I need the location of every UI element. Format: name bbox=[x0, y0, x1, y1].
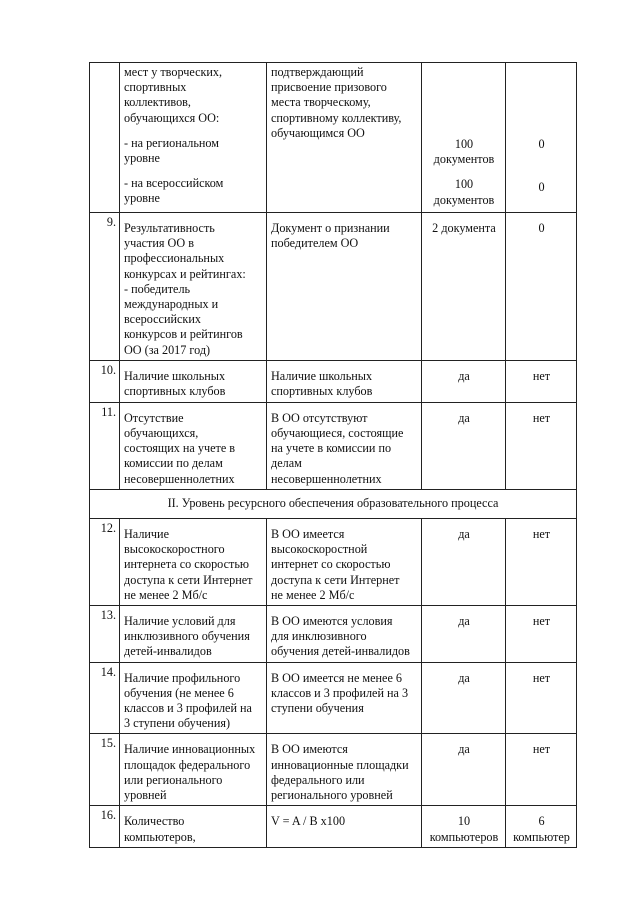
table-row bbox=[90, 63, 577, 213]
document-cell: V = A / B x100 bbox=[267, 806, 422, 847]
zero-cell: 6 компьютер bbox=[506, 806, 577, 847]
document-cell: В ОО имеется высокоскоростной интернет со скоростью доступа к сети Интернет не менее 2 Мб/с bbox=[267, 519, 422, 606]
table-row bbox=[90, 734, 577, 806]
row-number: 15. bbox=[90, 734, 120, 806]
row-number bbox=[90, 63, 120, 213]
row-number: 13. bbox=[90, 606, 120, 663]
criterion-cell: Наличие школьных спортивных клубов bbox=[120, 360, 267, 402]
table-row bbox=[90, 606, 577, 663]
table-row bbox=[90, 360, 577, 402]
document-cell: Наличие школьных спортивных клубов bbox=[267, 360, 422, 402]
table-row bbox=[90, 806, 577, 847]
zero-cell: нет bbox=[506, 734, 577, 806]
value-regional: 100 документов bbox=[433, 137, 495, 167]
table-row bbox=[90, 519, 577, 606]
row-number: 9. bbox=[90, 213, 120, 361]
row-number: 12. bbox=[90, 519, 120, 606]
criterion-text: мест у творческих, спортивных коллективов, обучающихся ОО: bbox=[124, 65, 223, 125]
value-cell: да bbox=[422, 519, 506, 606]
value-cell: да bbox=[422, 360, 506, 402]
value-cell: да bbox=[422, 734, 506, 806]
criterion-cell: Количество компьютеров, bbox=[120, 806, 267, 847]
value-federal: 100 документов bbox=[433, 177, 495, 207]
row-number: 16. bbox=[90, 806, 120, 847]
zero-cell: нет bbox=[506, 360, 577, 402]
zero-regional: 0 bbox=[538, 137, 545, 151]
zero-cell: нет bbox=[506, 662, 577, 734]
value-cell: да bbox=[422, 662, 506, 734]
document-cell: В ОО имеются инновационные площадки федерального или регионального уровней bbox=[267, 734, 422, 806]
zero-cell: нет bbox=[506, 519, 577, 606]
row-number: 10. bbox=[90, 360, 120, 402]
document-cell: В ОО имеются условия для инклюзивного обучения детей-инвалидов bbox=[267, 606, 422, 663]
value-cell: 2 документа bbox=[422, 213, 506, 361]
document-cell: подтверждающий присвоение призового места творческому, спортивному коллективу, обучающимся ОО bbox=[267, 63, 422, 213]
criterion-cell: Наличие инновационных площадок федерального или регионального уровней bbox=[120, 734, 267, 806]
value-cell bbox=[422, 63, 506, 213]
table-row bbox=[90, 213, 577, 361]
section-title: II. Уровень ресурсного обеспечения образовательного процесса bbox=[90, 489, 577, 518]
criterion-cell: Наличие условий для инклюзивного обучения детей-инвалидов bbox=[120, 606, 267, 663]
criterion-cell: Результативность участия ОО в профессиональных конкурсах и рейтингах: - победитель международных и всероссийских конкурсов и рейтингов ОО (за 2017 год) bbox=[120, 213, 267, 361]
criterion-cell: Наличие профильного обучения (не менее 6 классов и 3 профилей на 3 ступени обучения) bbox=[120, 662, 267, 734]
zero-cell bbox=[506, 63, 577, 213]
criterion-cell: Отсутствие обучающихся, состоящих на учете в комиссии по делам несовершеннолетних bbox=[120, 402, 267, 489]
criterion-cell: Наличие высокоскоростного интернета со скоростью доступа к сети Интернет не менее 2 Мб/с bbox=[120, 519, 267, 606]
document-cell: В ОО отсутствуют обучающиеся, состоящие на учете в комиссии по делам несовершеннолетних bbox=[267, 402, 422, 489]
value-cell: да bbox=[422, 606, 506, 663]
row-number: 14. bbox=[90, 662, 120, 734]
zero-cell: 0 bbox=[506, 213, 577, 361]
value-cell: 10 компьютеров bbox=[422, 806, 506, 847]
document-cell: В ОО имеется не менее 6 классов и 3 профилей на 3 ступени обучения bbox=[267, 662, 422, 734]
criterion-federal: - на всероссийском уровне bbox=[124, 176, 224, 206]
section-row bbox=[90, 489, 577, 518]
table-row bbox=[90, 402, 577, 489]
document-cell: Документ о признании победителем ОО bbox=[267, 213, 422, 361]
zero-cell: нет bbox=[506, 606, 577, 663]
criteria-table bbox=[89, 62, 577, 848]
value-cell: да bbox=[422, 402, 506, 489]
zero-federal: 0 bbox=[538, 180, 545, 195]
zero-cell: нет bbox=[506, 402, 577, 489]
row-number: 11. bbox=[90, 402, 120, 489]
criterion-regional: - на региональном уровне bbox=[124, 135, 219, 166]
table-row bbox=[90, 662, 577, 734]
criterion-cell bbox=[120, 63, 267, 213]
